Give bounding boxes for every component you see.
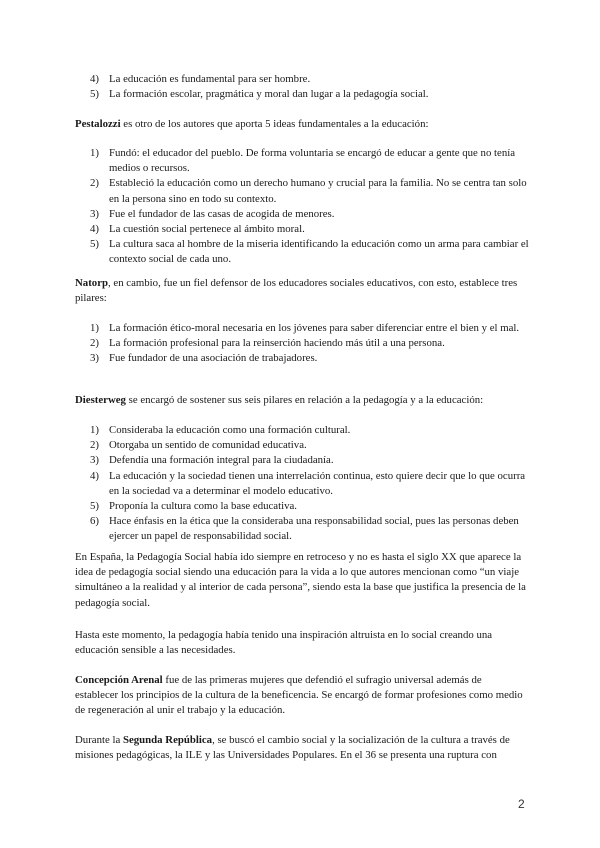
list-item: 3) Fue fundador de una asociación de trabajadores. <box>90 352 318 365</box>
arenal-paragraph: Concepción Arenal fue de las primeras mujeres que defendió el sufragio universal además de establecer los principios de la cultura de la beneficencia. Se encargó de formar profesiones como medio de regeneración al unir el trabajo y la educación. <box>75 674 523 717</box>
natorp-list <box>90 321 530 367</box>
page-number: 2 <box>518 797 525 811</box>
list-item: 3) Defendía una formación integral para la ciudadanía. <box>90 454 334 467</box>
altruism-paragraph: Hasta este momento, la pedagogía había tenido una inspiración altruista en lo social creando una educación sensible a las necesidades. <box>75 629 493 657</box>
list-item: 2) La formación profesional para la reinserción haciendo más útil a una persona. <box>90 337 445 350</box>
list-item: 1) Fundó: el educador del pueblo. De forma voluntaria se encargó de educar a gente que no tenía medios o recursos. <box>90 147 516 175</box>
list-item: 5) Proponía la cultura como la base educativa. <box>90 500 297 513</box>
pestalozzi-paragraph: Pestalozzi es otro de los autores que aporta 5 ideas fundamentales a la educación: <box>75 118 429 130</box>
list-item: 4) La educación y la sociedad tienen una interrelación continua, esto quiere decir que lo que ocurra en la sociedad va a determinar el modelo educativo. <box>90 469 526 497</box>
list-item: 5) La cultura saca al hombre de la miseria identificando la educación como un arma para cambiar el contexto social de cada uno. <box>90 238 529 266</box>
list-item: 6) Hace énfasis en la ética que la consideraba una responsabilidad social, pues las personas deben ejercer un papel de responsabilidad social. <box>90 515 519 543</box>
natorp-paragraph: Natorp, en cambio, fue un fiel defensor de los educadores sociales educativos, con esto, establece tres pilares: <box>75 277 518 305</box>
list-item: 1) Consideraba la educación como una formación cultural. <box>90 424 351 436</box>
list-item: 4) La educación es fundamental para ser hombre. <box>90 73 311 85</box>
republic-paragraph: Durante la Segunda República, se buscó el cambio social y la socialización de la cultura a través de misiones pedagógicas, la ILE y las Universidades Populares. En el 36 se presenta una ruptura con <box>75 734 510 762</box>
list-item: 3) Fue el fundador de las casas de acogida de menores. <box>90 207 335 220</box>
spain-paragraph: En España, la Pedagogía Social había ido siempre en retroceso y no es hasta el siglo XX que aparece la idea de pedagogía social siendo una educación para la vida a lo que autores mencionan como “un viaje simultáneo a la realidad y al interior de cada persona”, siendo esta la base que justifica la presencia de la pedagogía social. <box>75 551 526 609</box>
list-item: 4) La cuestión social pertenece al ámbito moral. <box>90 223 305 236</box>
list-item: 1) La formación ético-moral necesaria en los jóvenes para saber diferenciar entre el bien y el mal. <box>90 322 520 334</box>
list-item: 2) Estableció la educación como un derecho humano y crucial para la familia. No se centra tan solo en la persona sino en todo su contexto. <box>90 177 527 205</box>
list-item: 5) La formación escolar, pragmática y moral dan lugar a la pedagogía social. <box>90 88 429 101</box>
diesterweg-paragraph: Diesterweg se encargó de sostener sus seis pilares en relación a la pedagogía y a la educación: <box>75 394 484 406</box>
list-item: 2) Otorgaba un sentido de comunidad educativa. <box>90 439 307 452</box>
pestalozzi-list <box>90 146 530 268</box>
list-top <box>90 72 530 102</box>
diesterweg-list <box>90 423 530 545</box>
